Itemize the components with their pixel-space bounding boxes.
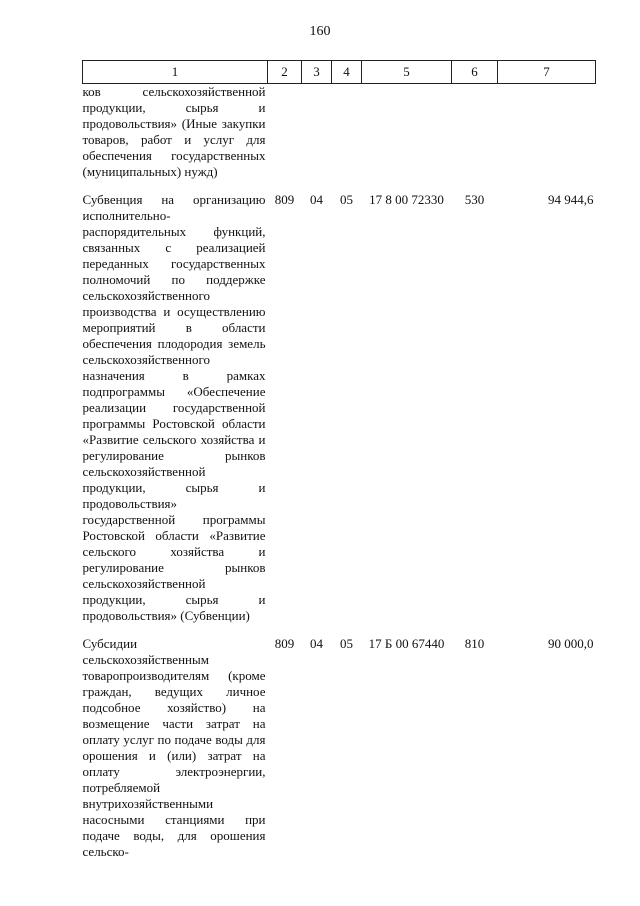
table-row bbox=[83, 192, 596, 624]
section-code: 04 bbox=[310, 192, 323, 207]
amount: 90 000,0 bbox=[548, 636, 594, 651]
row-spacer bbox=[83, 180, 596, 192]
expense-type-code: 810 bbox=[464, 636, 485, 651]
ministry-code: 809 bbox=[274, 636, 295, 651]
subsection-code: 05 bbox=[340, 192, 353, 207]
subsection-code bbox=[332, 84, 362, 181]
section-code: 04 bbox=[310, 636, 323, 651]
target-article-code: 17 Б 00 67440 bbox=[368, 636, 445, 651]
section-code bbox=[302, 84, 332, 181]
table-row bbox=[83, 636, 596, 860]
column-header: 5 bbox=[362, 61, 452, 84]
table-header-row bbox=[83, 61, 596, 84]
ministry-code bbox=[268, 84, 302, 181]
target-article-code: 17 8 00 72330 bbox=[369, 192, 444, 207]
column-header: 2 bbox=[268, 61, 302, 84]
ministry-code: 809 bbox=[274, 192, 295, 207]
row-description: Субсидии сельскохозяйственным товаропроизводителям (кроме граждан, ведущих личное подсобное хозяйство) на возмещение части затрат на оплату услуг по подаче воды для орошения и (или) затрат на оплату электроэнергии, потребляемой внутрихозяйственными насосными станциями при подаче воды, для орошения сельско- bbox=[82, 636, 266, 859]
row-spacer bbox=[83, 624, 596, 636]
row-description: Субвенция на организацию исполнительно-распорядительных функций, связанных с реализацией переданных государственных полномочий по поддержке сельскохозяйственного производства и осуществлению мероприятий в области обеспечения плодородия земель сельскохозяйственного назначения в рамках подпрограммы «Обеспечение реализации государственной программы Ростовской области «Развитие сельского хозяйства и регулирование рынков сельскохозяйственной продукции, сырья и продовольствия» государственной программы Ростовской области «Развитие сельского хозяйства и регулирование рынков сельскохозяйственной продукции, сырья и продовольствия» (Субвенции) bbox=[82, 192, 266, 623]
column-header: 1 bbox=[83, 61, 268, 84]
table-row bbox=[83, 84, 596, 181]
column-header: 6 bbox=[452, 61, 498, 84]
column-header: 4 bbox=[332, 61, 362, 84]
row-description: ков сельскохозяйственной продукции, сырья и продовольствия» (Иные закупки товаров, работ и услуг для обеспечения государственных (муниципальных) нужд) bbox=[82, 84, 266, 179]
expense-type-code: 530 bbox=[464, 192, 485, 207]
budget-table bbox=[82, 60, 596, 860]
amount: 94 944,6 bbox=[548, 192, 594, 207]
page-number: 160 bbox=[309, 24, 331, 39]
column-header: 3 bbox=[302, 61, 332, 84]
subsection-code: 05 bbox=[340, 636, 353, 651]
expense-type-code bbox=[452, 84, 498, 181]
column-header: 7 bbox=[498, 61, 596, 84]
target-article-code bbox=[362, 84, 452, 181]
amount bbox=[498, 84, 596, 181]
